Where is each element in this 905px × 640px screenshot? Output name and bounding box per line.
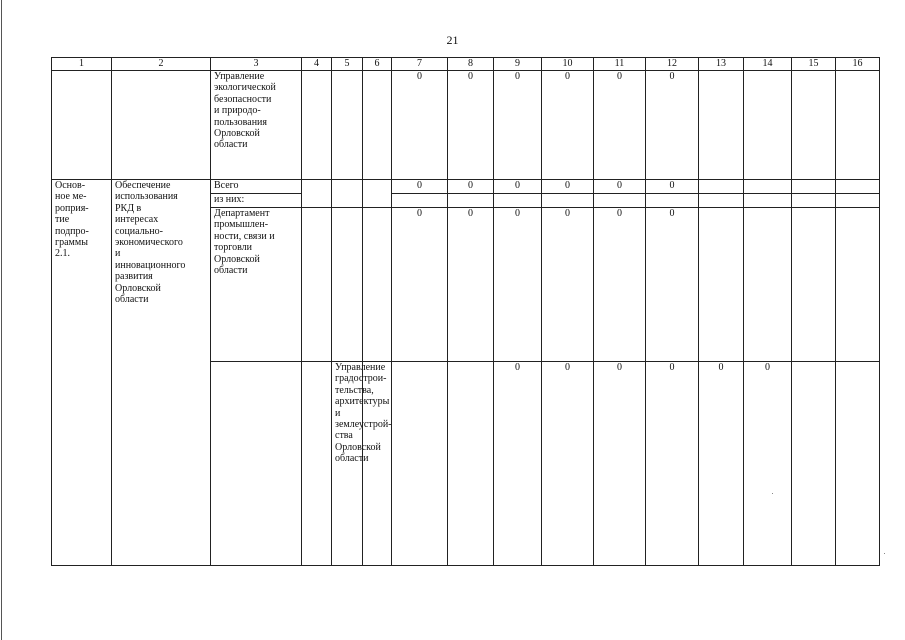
executor-cell: из них: — [211, 194, 302, 208]
value-cell: 0 — [594, 180, 646, 194]
header-row — [52, 58, 880, 71]
value-cell: 0 — [494, 362, 542, 566]
value-cell: 0 — [646, 180, 699, 194]
value-cell: 0 — [699, 362, 744, 566]
value-cell: 0 — [646, 71, 699, 180]
col-header: 12 — [646, 58, 699, 71]
col-header: 4 — [302, 58, 332, 71]
page-number: 21 — [446, 33, 459, 47]
executor-cell: Департамент промышлен- ности, связи и торговли Орловской области — [211, 208, 302, 362]
value-cell — [594, 194, 646, 208]
value-cell — [392, 194, 448, 208]
value-cell: 0 — [542, 71, 594, 180]
left-page-edge — [1, 0, 2, 640]
value-cell: 0 — [448, 71, 494, 180]
executor-cell: Управление градострои- тельства, архитектуры и землеустрой- ства Орловской области — [332, 362, 363, 566]
value-cell: 0 — [594, 71, 646, 180]
value-cell: 0 — [542, 362, 594, 566]
value-cell — [646, 194, 699, 208]
col-header: 13 — [699, 58, 744, 71]
col-header: 3 — [211, 58, 302, 71]
col-header: 1 — [52, 58, 112, 71]
value-cell: 0 — [392, 180, 448, 194]
value-cell: 0 — [646, 362, 699, 566]
executor-cell: Управление экологической безопасности и природо- пользования Орловской области — [211, 71, 302, 180]
value-cell: 0 — [494, 180, 542, 194]
purpose-cell — [112, 71, 211, 180]
value-cell: 0 — [494, 208, 542, 362]
col-header: 2 — [112, 58, 211, 71]
value-cell: 0 — [594, 362, 646, 566]
col-header: 16 — [836, 58, 880, 71]
value-cell: 0 — [594, 208, 646, 362]
value-cell: 0 — [744, 362, 792, 566]
value-cell: 0 — [392, 208, 448, 362]
value-cell — [542, 194, 594, 208]
value-cell: 0 — [448, 208, 494, 362]
col-header: 11 — [594, 58, 646, 71]
value-cell: 0 — [542, 180, 594, 194]
col-header: 7 — [392, 58, 448, 71]
measure-cell: Основ- ное ме- роприя- тие подпро- граммы 2.1. — [52, 180, 112, 566]
col-header: 14 — [744, 58, 792, 71]
col-header: 10 — [542, 58, 594, 71]
col-header: 15 — [792, 58, 836, 71]
value-cell: 0 — [448, 180, 494, 194]
value-cell: 0 — [542, 208, 594, 362]
value-cell: 0 — [392, 71, 448, 180]
value-cell — [448, 194, 494, 208]
col-header: 8 — [448, 58, 494, 71]
purpose-cell: Обеспечение использования РКД в интересах социально- экономического и инновационного развития Орловской области — [112, 180, 211, 566]
col-header: 5 — [332, 58, 363, 71]
value-cell — [494, 194, 542, 208]
value-cell: 0 — [646, 208, 699, 362]
executor-cell: Всего — [211, 180, 302, 194]
col-header: 9 — [494, 58, 542, 71]
table-row — [52, 180, 880, 194]
budget-table — [51, 57, 880, 566]
table-row — [52, 71, 880, 180]
col-header: 6 — [363, 58, 392, 71]
value-cell: 0 — [494, 71, 542, 180]
measure-cell — [52, 71, 112, 180]
scan-speck — [884, 553, 885, 554]
